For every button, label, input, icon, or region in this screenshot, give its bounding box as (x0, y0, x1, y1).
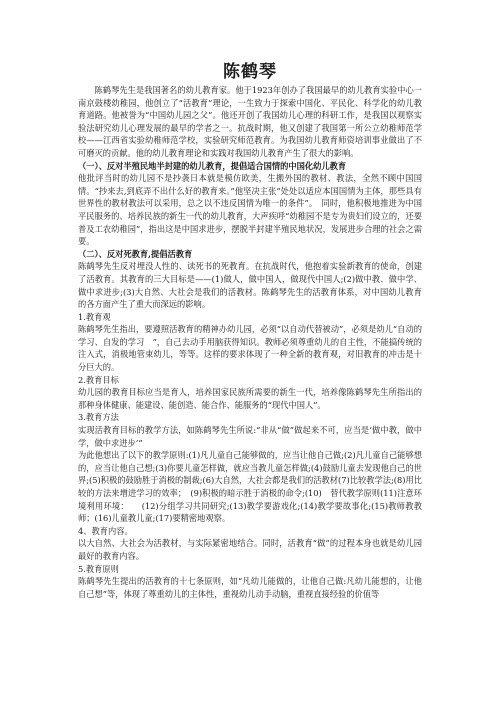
paragraph: 1.教育观 (78, 311, 111, 322)
paragraph: 以大自然、大社会为活教材，与实际紧密地结合。同时，活教育“做”的过程本身也就是幼儿园最好的教育内容。 (78, 538, 422, 561)
paragraph: 他批评当时的幼儿园不是抄袭日本就是模仿欧美，生搬外国的教材、教法，全然不顾中国国情。“抄来去,到底弄不出什么好的教育来。”他坚决主张“处处以适应本国国情为主体，那些具有世界性的教材教法可以采用，总之以不违反国情为唯一的条件”。 同时，他积极地推进为中国平民服务的、培养民族的新生一代的幼儿教育，大声疾呼“幼稚园不是专为贵妇们设立的，还要普及工农幼稚园”，指出这是中国求进步，摆脱半封建半殖民地状况，发展进步合理的社会之需要。 (78, 173, 422, 247)
paragraph: 5.教育原则 (78, 563, 119, 574)
paragraph: 4、教育内容。 (78, 525, 133, 536)
paragraph: 陈鹤琴先生提出的活教育的十七条原则，如“凡幼儿能做的，让他自己做:凡幼儿能想的，让他自己想”等，体现了尊重幼儿的主体性，重视幼儿动手动脑，重视直接经验的价值等 (78, 576, 422, 599)
paragraph: 陈鹤琴先生反对埋没人性的、读死书的死教育。在抗战时代，他抱着实验新教育的使命，创建了活教育。其教育的三大目标是——(1)做人，做中国人，做现代中国人;(2)做中教、做中学、做中求进步;(3)大自然、大社会是我们的活教材。陈鹤琴先生的活教育体系，对中国幼儿教育的各方面产生了重大而深远的影响。 (78, 261, 422, 310)
section-heading: （一）、反对半殖民地半封建的幼儿教育，提倡适合国情的中国化幼儿教育 (78, 160, 347, 171)
paragraph: 2.教育目标 (78, 374, 119, 385)
paragraph: 陈鹤琴先生指出，要遵照活教育的精神办幼儿园，必须“以自动代替被动”，必须是幼儿“自动的学习、自发的学习 ”，自己去动手用脑获得知识。教师必须尊重幼儿的自主性，不能搞传统的注入式，消极地管束幼儿，等等。这样的要求体现了一种全新的教育观，对旧教育的冲击是十分巨大的。 (78, 324, 422, 373)
paragraph: 实现活教育目标的教学方法，如陈鹤琴先生所说:“非从“做”做起来不可，应当是‘做中教，做中学，做中求进步’” (78, 425, 422, 448)
paragraph: 陈鹤琴先生是我国著名的幼儿教育家。他于1923年创办了我国最早的幼儿教育实验中心一南京鼓楼幼稚园，他创立了“活教育”理论，一生致力于探索中国化、平民化、科学化的幼儿教育道路。他被誉为“中国幼儿园之父”。他还开创了我国幼儿心理的科研工作，是我国以观察实验法研究幼儿心理发展的最早的学者之一。抗战时期，他又创建了我国第一所公立幼稚师范学校——江西省实验幼稚师范学校，实验研究师范教育。为我国幼儿教育师资培训事业做出了不可磨灭的贡献。他的幼儿教育理论和实践对我国幼儿教育产生了很大的影响。 (78, 85, 422, 158)
section-heading: （二）、反对死教育,提倡活教育 (78, 248, 193, 259)
paragraph: 3.教育方法 (78, 412, 119, 423)
paragraph: 为此他想出了以下的教学原则:(1)凡儿童自己能够做的，应当让他自己做;(2)凡儿童自己能够想的，应当让他自己想;(3)你要儿童怎样做，就应当教儿童怎样做;(4)鼓励儿童去发现他自己的世界;(5)积极的鼓励胜于消极的制裁;(6)大自然，大社会都是我们的活教材(7)比较教学法;(8)用比较的方法来增进学习的效率； (9)积极的暗示胜于消极的命令;(10) 替代教学原则(11)注意环境利用环境： (12)分组学习共同研究;(13)教学要游戏化;(14)教学要故事化;(15)教师教教师；(16)儿童教儿童;(17)要精密地观察。 (78, 450, 422, 524)
page-title: 陈鹤琴 (223, 62, 277, 82)
document-body (78, 84, 422, 600)
paragraph: 幼儿园的教育目标应当是育人，培养国家民族所需要的新生一代，培养像陈鹤琴先生所指出的那种身体健康、能建设、能创造、能合作、能服务的“现代中国人”。 (78, 387, 422, 410)
